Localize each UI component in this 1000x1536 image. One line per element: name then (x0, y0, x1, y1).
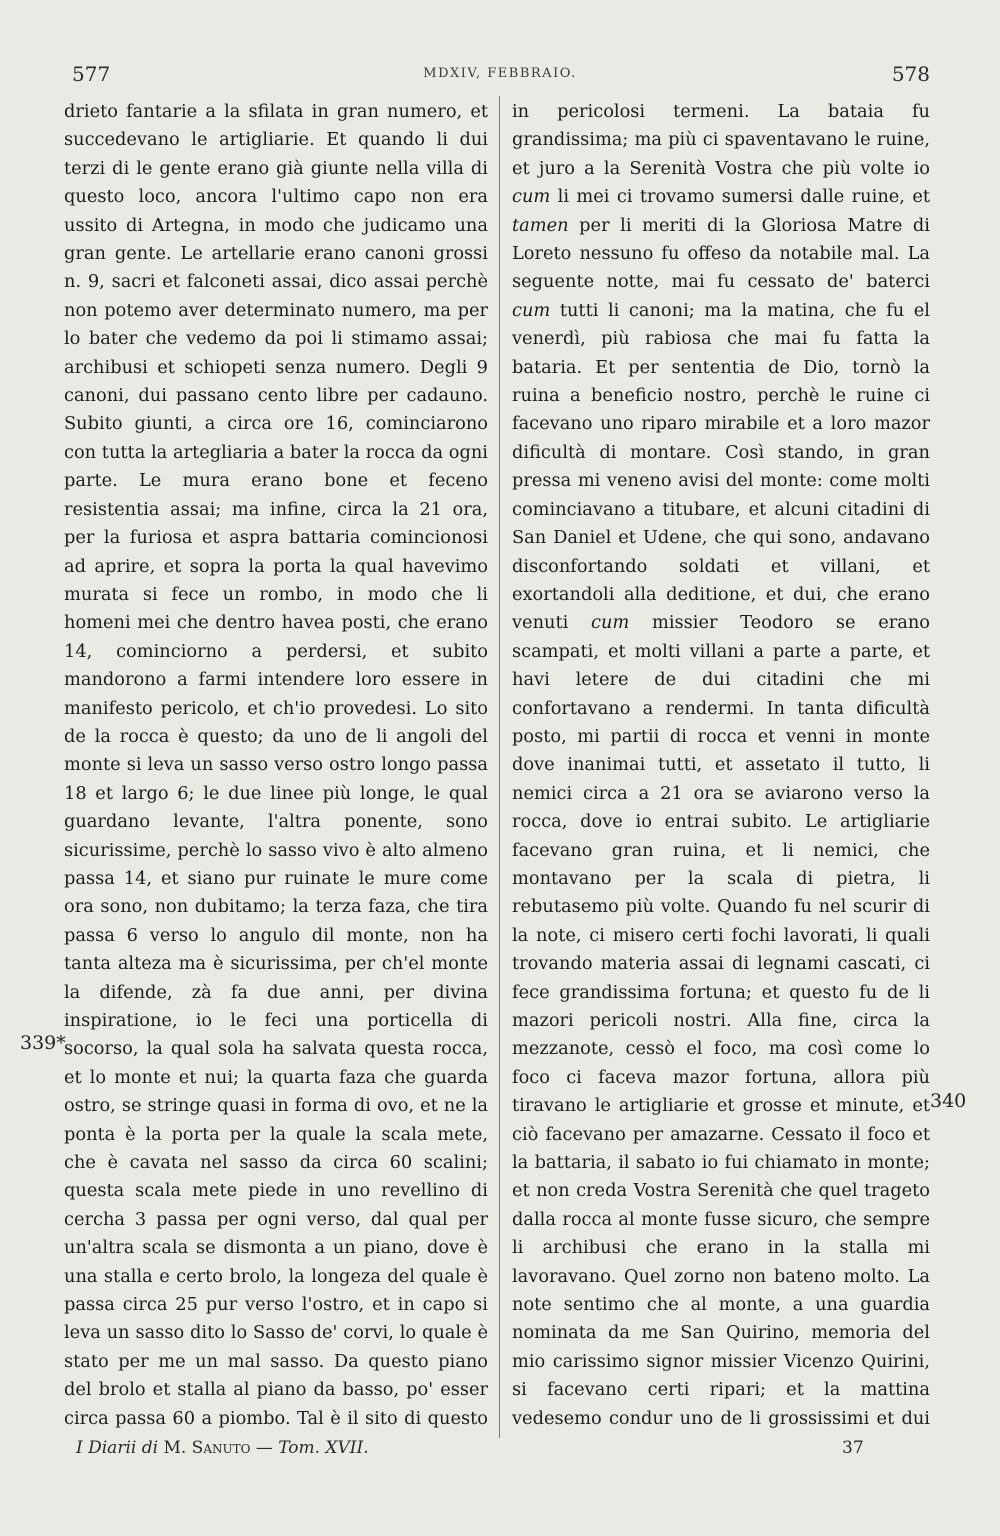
right-text-segment: tamen (512, 214, 569, 236)
right-text-segment: tutti li canoni; ma la matina, che fu el venerdì, più rabiosa che mai fu fatta la bataria. Et per sententia de Dio, tornò la ruina a beneficio nostro, perchè le ruine ci facevano uno riparo mirabile et a loro mazor dificultà di montare. Così stando, in gran pressa mi veneno avisi del monte: come molti cominciavano a titubare, et alcuni citadini di San Daniel et Udene, che qui sono, andavano disconfortando soldati et villani, et exortandoli alla deditione, et dui, che erano venuti (512, 299, 930, 634)
column-divider (499, 96, 500, 1438)
page-number-right: 578 (891, 62, 930, 86)
page-number-left: 577 (72, 62, 111, 86)
right-text-segment: cum (512, 299, 551, 321)
left-text-segment: drieto fantarie a la sfilata in gran numero, et succedevano le artigliarie. Et quando li dui terzi di le gente erano già giunte nella villa di questo loco, ancora l'ultimo capo non era ussito di Artegna, in modo che judicamo una gran gente. Le artellarie erano canoni grossi n. 9, sacri et falconeti assai, dico assai perchè non potemo aver determinato numero, ma per lo bater che vedemo da poi li stimamo assai; archibusi et schiopeti senza numero. Degli 9 canoni, dui passano cento libre per cadauno. Subito giunti, a circa ore 16, cominciarono con tutta la artegliaria a bater la rocca da ogni parte. Le mura erano bone et feceno resistentia assai; ma infine, circa la 21 ora, per la furiosa et aspra battaria comincionosi ad aprire, et sopra la porta la qual havevimo murata si fece un rombo, in modo che li homeni mei che dentro havea posti, che erano 14, cominciorno a perdersi, et subito mandorono a farmi intendere loro essere in manifesto pericolo, et ch'io provedesi. Lo sito de la rocca è questo; da uno de li angoli del monte si leva un sasso verso ostro longo passa 18 et largo 6; le due linee più longe, le qual guardano levante, l'altra ponente, sono sicurissime, perchè lo sasso vivo è alto almeno passa 14, et siano pur ruinate le mure come ora sono, non dubitamo; la terza faza, che tira passa 6 verso lo angulo dil monte, non ha tanta alteza ma è sicurissima, per ch'el monte la difende, zà fa due anni, per divina inspiratione, io le feci una porticella di socorso, la qual sola ha salvata questa rocca, et lo monte et nui; la quarta faza che guarda ostro, se stringe quasi in forma di ovo, et ne la ponta è la porta per la quale la scala mete, che è cavata nel sasso da circa 60 scalini; questa scala mete piede in uno revellino di cercha 3 passa per ogni verso, dal qual per un'altra scala se dismonta a un piano, dove è una stalla e certo brolo, la longeza del quale è passa circa 25 pur verso l'ostro, et in capo si leva un sasso dito lo Sasso de' corvi, lo quale è stato per me un mal sasso. Da questo piano del brolo et stalla al piano da basso, po' esser circa passa 60 a piombo. Tal è il sito di questo (64, 101, 488, 1429)
text-column-right (512, 98, 930, 1438)
page-header (0, 62, 1000, 92)
margin-marker-right: 340 (930, 1090, 967, 1112)
right-text-segment: per li meriti di la Gloriosa Matre di Loreto nessuno fu offeso da notabile mal. La seguente notte, mai fu cessato de' baterci (512, 214, 930, 293)
right-column-paragraph (512, 98, 930, 1438)
right-text-segment: missier Teodoro se erano scampati, et molti villani a parte a parte, et havi letere de dui citadini che mi confortavano a rendermi. In tanta dificultà posto, mi partii di rocca et venni in monte dove inanimai tutti, et assetato il tutto, li nemici circa a 21 ora se aviarono verso la rocca, dove io entrai subito. Le artigliarie facevano gran ruina, et li nemici, che montavano per la scala di pietra, li rebutasemo più volte. Quando fu nel scurir di la note, ci misero certi fochi lavorati, li quali trovando materia assai di legnami cascati, ci fece grandissima fortuna; et questo fu de li mazori pericoli nostri. Alla fine, circa la mezzanote, cessò el foco, ma così come lo foco ci faceva mazor fortuna, allora più tiravano le artigliarie et grosse et minute, et ciò facevano per amazarne. Cessato il foco et la battaria, il sabato io fui chiamato in monte; et non creda Vostra Serenità che quel trageto dalla rocca al monte fusse sicuro, che sempre li archibusi che erano in la stalla mi lavoravano. Quel zorno non bateno molto. La note sentimo che al monte, a una guardia nominata da me San Quirino, memoria del mio carissimo signor missier Vicenzo Quirini, si facevano certi ripari; et la mattina vedesemo condur uno de li grossissimi et dui (512, 612, 930, 1429)
right-text-segment: cum (512, 186, 551, 208)
left-column-paragraph (64, 98, 488, 1438)
margin-marker-left: 339* (20, 1032, 66, 1054)
page-footer (0, 1438, 1000, 1478)
text-column-left (64, 98, 488, 1438)
right-text-segment: cum (591, 612, 630, 634)
footer-title-c: — Tom. XVII. (250, 1438, 369, 1458)
right-text-segment: li mei ci trovamo sumersi dalle ruine, et (550, 186, 930, 208)
footer-author: M. Sanuto (163, 1438, 251, 1458)
footer-title-a: I Diarii di (76, 1438, 164, 1458)
right-text-segment: in pericolosi termeni. La bataia fu grandissima; ma più ci spaventavano le ruine, et juro a la Serenità Vostra che più volte io (512, 101, 930, 179)
signature-mark: 37 (842, 1438, 864, 1458)
running-title: MDXIV, FEBBRAIO. (423, 66, 577, 81)
footer-title (76, 1438, 369, 1458)
